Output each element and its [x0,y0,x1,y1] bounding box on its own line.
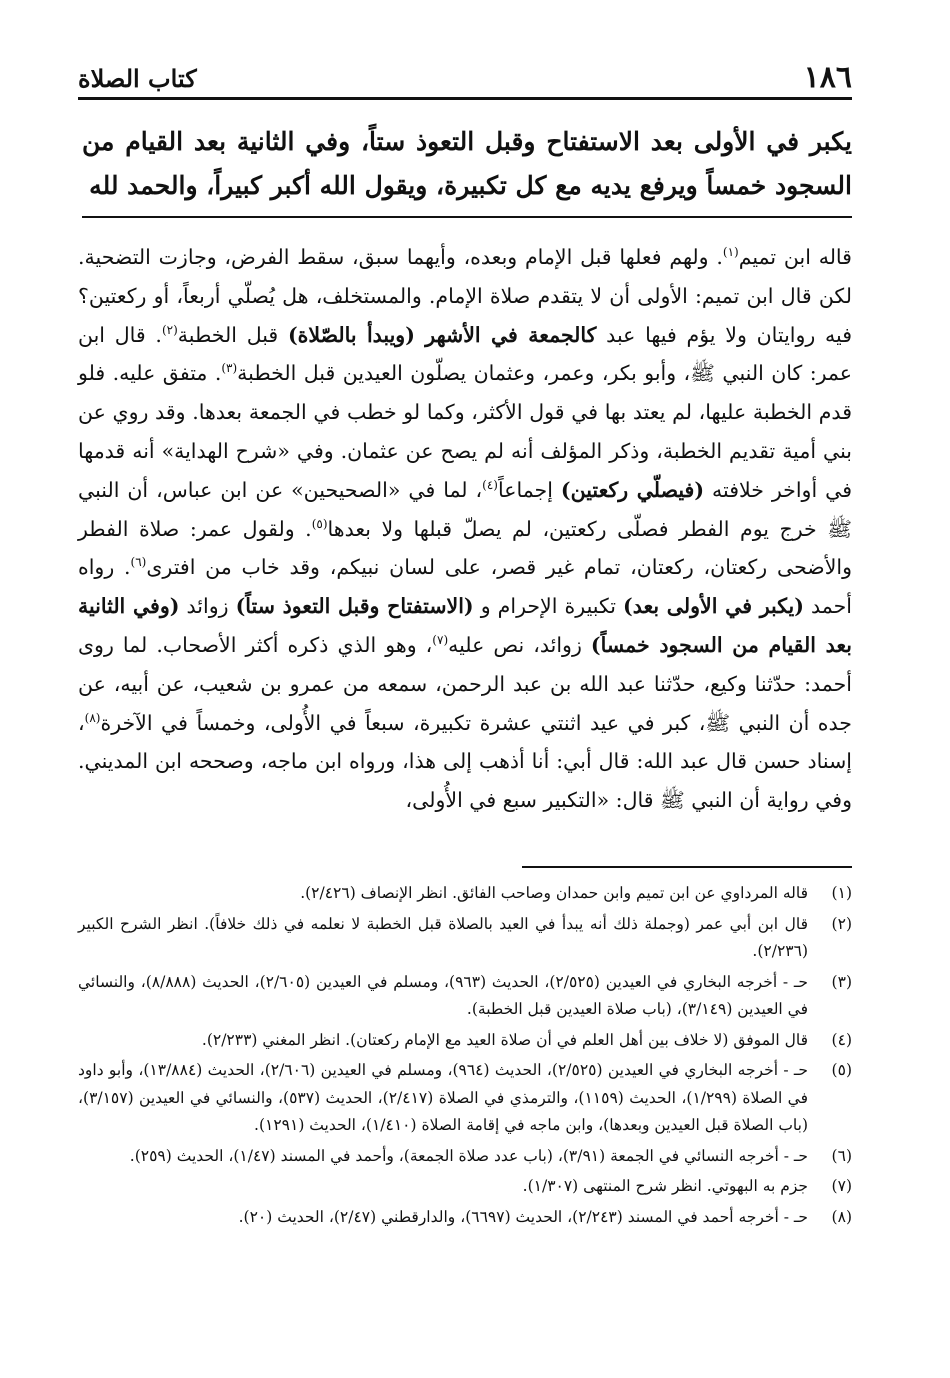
book-title: كتاب الصلاة [78,64,197,93]
footnote-ref: (٦) [130,555,147,570]
commentary-text: تكبيرة الإحرام و [473,594,624,619]
footnote-number: (٣) [831,972,852,991]
commentary-text: ، وهو الذي ذكره أكثر الأصحاب. لما روى أحمد: حدّثنا وكيع، حدّثنا عبد الله بن عبد الرحمن، سمعه من عمرو بن شعيب، عن أبيه، عن جده أن النبي ﷺ، كبر في عيد اثنتي عشرة تكبيرة، سبعاً في الأُولى، وخمساً في الآخرة [78,632,852,735]
commentary [78,238,852,820]
footnote-number: (٨) [831,1207,852,1226]
footnote-item [78,1143,852,1171]
commentary-text: ، إسناد حسن قال عبد الله: قال أبي: أنا أذهب إلى هذا، ورواه ابن ماجه، وصححه ابن المديني. وفي رواية أن النبي ﷺ قال: «التكبير سبع في الأُولى، [78,710,852,813]
footnote-number: (٤) [831,1030,852,1049]
footnotes-list [78,880,852,1234]
commentary-paragraph [78,238,852,820]
footnote-item [78,969,852,1024]
footnote-ref: (٥) [311,516,328,531]
commentary-text: زوائد، نص عليه [448,632,591,657]
commentary-text: . قال ابن عمر: كان النبي ﷺ، وأبو بكر، وعمر، وعثمان يصلّون العيدين قبل الخطبة [78,322,852,386]
commentary-text: قبل الخطبة [177,322,288,347]
footnote-ref: (٧) [432,633,449,648]
commentary-text: قاله ابن تميم [738,245,852,269]
footnote-text: حـ - أخرجه البخاري في العيدين (٢/٥٢٥)، الحديث (٩٦٣)، ومسلم في العيدين (٢/٦٠٥)، الحديث (٨/٨٨٨)، والنسائي في العيدين (٣/١٤٩)، (باب صلاة العيدين قبل الخطبة). [78,972,808,1018]
footnote-number: (٦) [831,1146,852,1165]
footnote-text: حـ - أخرجه البخاري في العيدين (٢/٥٢٥)، الحديث (٩٦٤)، ومسلم في العيدين (٢/٦٠٦)، الحديث (١٣/٨٨٤)، وأبو داود في الصلاة (١/٢٩٩)، الحديث (١١٥٩)، والترمذي في الصلاة (٢/٤١٧)، الحديث (٥٣٧)، والنسائي في العيدين (٣/١٥٧)، (باب الصلاة قبل العيدين وبعدها)، وابن ماجه في إقامة الصلاة (١/٤١٠)، الحديث (١٢٩١). [78,1061,809,1134]
matn-text: يكبر في الأولى بعد الاستفتاح وقبل التعوذ ستاً، وفي الثانية بعد القيام من السجود خمساً ويرفع يديه مع كل تكبيرة، ويقول الله أكبر كبيراً، والحمد لله [82,127,852,200]
commentary-text: . رواه أحمد [78,555,852,619]
matn-quote: كالجمعة في الأشهر (ويبدأ بالصّلاة) [287,322,597,347]
commentary-text: زوائد [179,594,236,619]
footnote-ref: (١) [722,245,739,260]
matn-quote: (يكبر في الأولى بعد) [623,594,804,619]
matn-quote: (الاستفتاح وقبل التعوذ ستاً) [235,594,474,619]
footnote-item [78,1173,852,1201]
footnote-number: (١) [831,884,852,902]
footnote-ref: (٢) [161,322,178,337]
footnote-text: قاله المرداوي عن ابن تميم وابن حمدان وصاحب الفائق. انظر الإنصاف (٢/٤٢٦). [300,884,808,902]
commentary-text: . ولهم فعلها قبل الإمام وبعده، وأيهما سبق، سقط الفرض، وجازت التضحية. لكن قال ابن تميم: الأولى أن لا يتقدم صلاة الإمام. والمستخلف، هل يُصلّي أربعاً، أو ركعتين؟ فيه روايتان ولا يؤم فيها عبد [78,245,852,347]
footnotes-divider [522,866,852,868]
footnote-text: حـ - أخرجه أحمد في المسند (٢/٢٤٣)، الحديث (٦٦٩٧)، والدارقطني (٢/٤٧)، الحديث (٢٠). [238,1207,808,1226]
footnote-item [78,1204,852,1232]
footnote-number: (٢) [831,914,852,933]
page-number: ١٨٦ [803,60,852,95]
footnote-item [78,1027,852,1055]
footnote-item [78,1057,852,1140]
footnote-ref: (٨) [84,710,101,725]
footnote-text: حـ - أخرجه النسائي في الجمعة (٣/٩١)، (باب عدد صلاة الجمعة)، وأحمد في المسند (١/٤٧)، الحديث (٢٥٩). [129,1146,808,1165]
matn-divider [82,216,852,218]
commentary-text: . متفق عليه. فلو قدم الخطبة عليها، لم يعتد بها في قول الأكثر، وكما لو خطب في الجمعة بعدها. وقد روي عن بني أمية تقديم الخطبة، وذكر المؤلف أنه لم يصح عن عثمان. وفي «شرح الهداية» أنه قدمها في أواخر خلافته [78,361,852,502]
footnote-text: قال ابن أبي عمر (وجملة ذلك أنه يبدأ في العيد بالصلاة قبل الخطبة لا نعلمه في ذلك خلافاً). انظر الشرح الكبير (٢/٢٣٦). [78,914,808,960]
commentary-text: ، لما في «الصحيحين» عن ابن عباس، أن النبي ﷺ خرج يوم الفطر فصلّى ركعتين، لم يصلّ قبلها ولا بعدها [78,477,852,541]
footnote-item [78,911,852,966]
running-header [78,58,852,100]
footnote-item [78,880,852,908]
footnote-number: (٧) [831,1177,852,1195]
footnote-text: قال الموفق (لا خلاف بين أهل العلم في أن صلاة العيد مع الإمام ركعتان). انظر المغني (٢/٢٣٣). [201,1030,808,1049]
commentary-text: إجماعاً [497,477,561,502]
header-rule [78,97,852,100]
footnote-ref: (٣) [221,361,238,376]
footnote-ref: (٤) [482,477,498,492]
footnote-number: (٥) [831,1061,852,1079]
commentary-text: . ولقول عمر: صلاة الفطر والأضحى ركعتان، ركعتان، تمام غير قصر، على لسان نبيكم، وقد خاب من افترى [78,516,852,580]
matn-quote: (فيصلّي ركعتين) [560,477,705,502]
matn-quote: (وفي الثانية بعد القيام من السجود خمساً) [78,594,852,657]
footnote-text: جزم به البهوتي. انظر شرح المنتهى (١/٣٠٧). [522,1177,808,1195]
